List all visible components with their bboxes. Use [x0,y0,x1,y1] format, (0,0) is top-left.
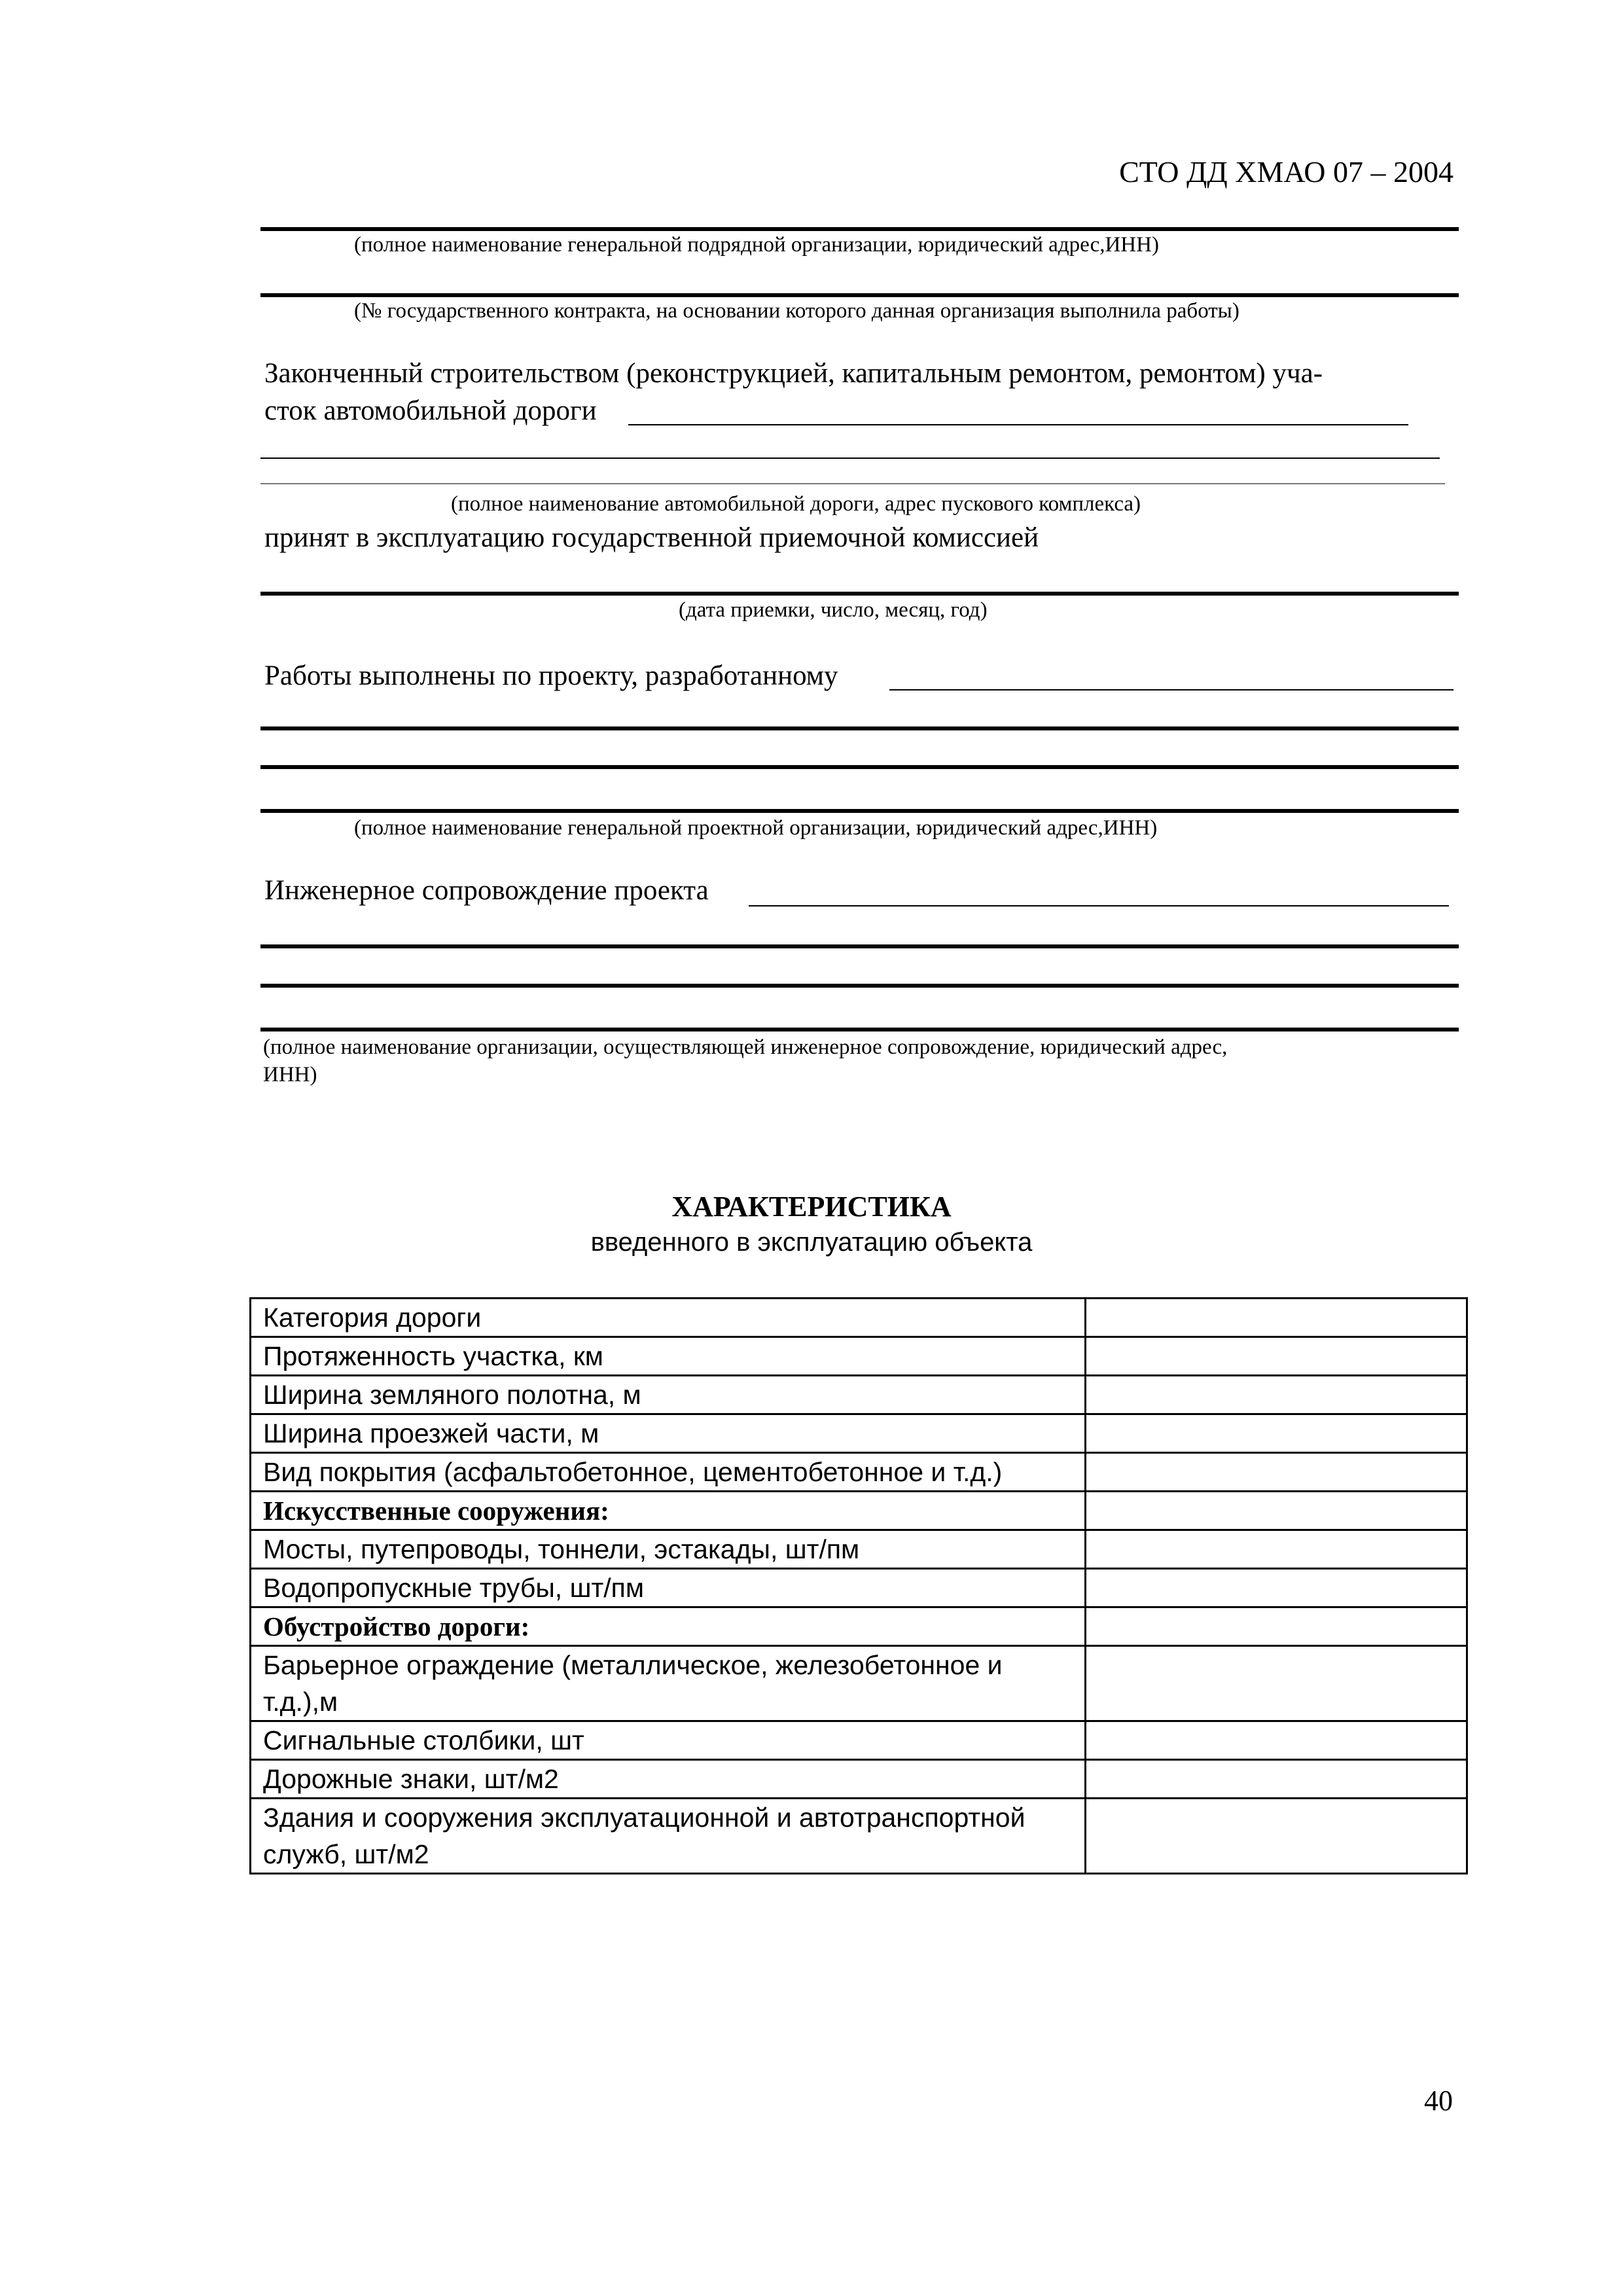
completed-text-line2: сток автомобильной дороги [264,395,597,426]
engineering-field-line[interactable] [749,905,1449,906]
designer-field-line-2[interactable] [260,726,1459,730]
row-label: Ширина проезжей части, м [251,1414,1086,1453]
row-value-cell[interactable] [1086,1414,1467,1453]
contract-field-line[interactable] [260,293,1459,297]
caption-designer: (полное наименование генеральной проектной организации, юридический адрес,ИНН) [354,816,1158,840]
caption-engineering-1: (полное наименование организации, осуществляющей инженерное сопровождение, юридический адрес, [263,1035,1228,1059]
road-name-field-line[interactable] [628,424,1408,425]
caption-date: (дата приемки, число, месяц, год) [679,598,988,622]
table-row [251,1530,1467,1569]
table-row [251,1569,1467,1607]
section-subtitle: введенного в эксплуатацию объекта [590,1228,1033,1257]
table-row [251,1414,1467,1453]
section-title: ХАРАКТЕРИСТИКА [671,1191,952,1223]
row-value-cell[interactable] [1086,1569,1467,1607]
engineering-field-line-3[interactable] [260,984,1459,988]
row-value-cell[interactable] [1086,1530,1467,1569]
row-value-cell[interactable] [1086,1799,1467,1874]
caption-contract: (№ государственного контракта, на основании которого данная организация выполнила работы) [354,299,1240,323]
table-row [251,1453,1467,1492]
row-value-cell[interactable] [1086,1607,1467,1646]
row-value-cell[interactable] [1086,1760,1467,1799]
row-label: Мосты, путепроводы, тоннели, эстакады, шт/пм [251,1530,1086,1569]
characteristics-table [249,1297,1468,1874]
row-section-heading: Обустройство дороги: [251,1607,1086,1646]
row-label: Протяженность участка, км [251,1337,1086,1376]
table-row [251,1492,1467,1530]
row-label: Категория дороги [251,1299,1086,1337]
row-value-cell[interactable] [1086,1453,1467,1492]
caption-engineering-2: ИНН) [263,1063,317,1086]
document-code: СТО ДД ХМАО 07 – 2004 [1119,155,1454,188]
page-number: 40 [1424,2085,1453,2117]
table-row [251,1721,1467,1760]
works-project-text: Работы выполнены по проекту, разработанному [264,660,838,691]
table-row [251,1760,1467,1799]
table-row [251,1299,1467,1337]
date-field-line[interactable] [260,592,1459,596]
table-row [251,1799,1467,1874]
row-value-cell[interactable] [1086,1376,1467,1414]
row-value-cell[interactable] [1086,1721,1467,1760]
completed-text-line1: Законченный строительством (реконструкцией, капитальным ремонтом, ремонтом) уча- [264,358,1323,389]
caption-contractor: (полное наименование генеральной подрядной организации, юридический адрес,ИНН) [354,233,1159,257]
row-section-heading: Искусственные сооружения: [251,1492,1086,1530]
row-label: Здания и сооружения эксплуатационной и автотранспортной служб, шт/м2 [251,1799,1086,1874]
row-value-cell[interactable] [1086,1337,1467,1376]
table-row [251,1337,1467,1376]
accepted-text: принят в эксплуатацию государственной приемочной комиссией [264,522,1039,553]
engineering-text: Инженерное сопровождение проекта [264,875,709,906]
designer-field-line-3[interactable] [260,765,1459,769]
row-label: Барьерное ограждение (металлическое, железобетонное и т.д.),м [251,1646,1086,1721]
contractor-field-line[interactable] [260,227,1459,231]
engineering-field-line-2[interactable] [260,944,1459,948]
row-label: Ширина земляного полотна, м [251,1376,1086,1414]
row-value-cell[interactable] [1086,1299,1467,1337]
caption-road: (полное наименование автомобильной дороги, адрес пускового комплекса) [451,492,1141,516]
designer-field-line[interactable] [889,689,1454,691]
engineering-field-line-4[interactable] [260,1028,1459,1031]
table-row [251,1376,1467,1414]
row-label: Водопропускные трубы, шт/пм [251,1569,1086,1607]
table-row [251,1646,1467,1721]
row-label: Сигнальные столбики, шт [251,1721,1086,1760]
table-row [251,1607,1467,1646]
road-name-field-line-2[interactable] [260,457,1440,459]
row-label: Вид покрытия (асфальтобетонное, цементобетонное и т.д.) [251,1453,1086,1492]
row-label: Дорожные знаки, шт/м2 [251,1760,1086,1799]
row-value-cell[interactable] [1086,1492,1467,1530]
road-name-field-line-3[interactable] [260,483,1445,484]
row-value-cell[interactable] [1086,1646,1467,1721]
designer-field-line-4[interactable] [260,809,1459,813]
